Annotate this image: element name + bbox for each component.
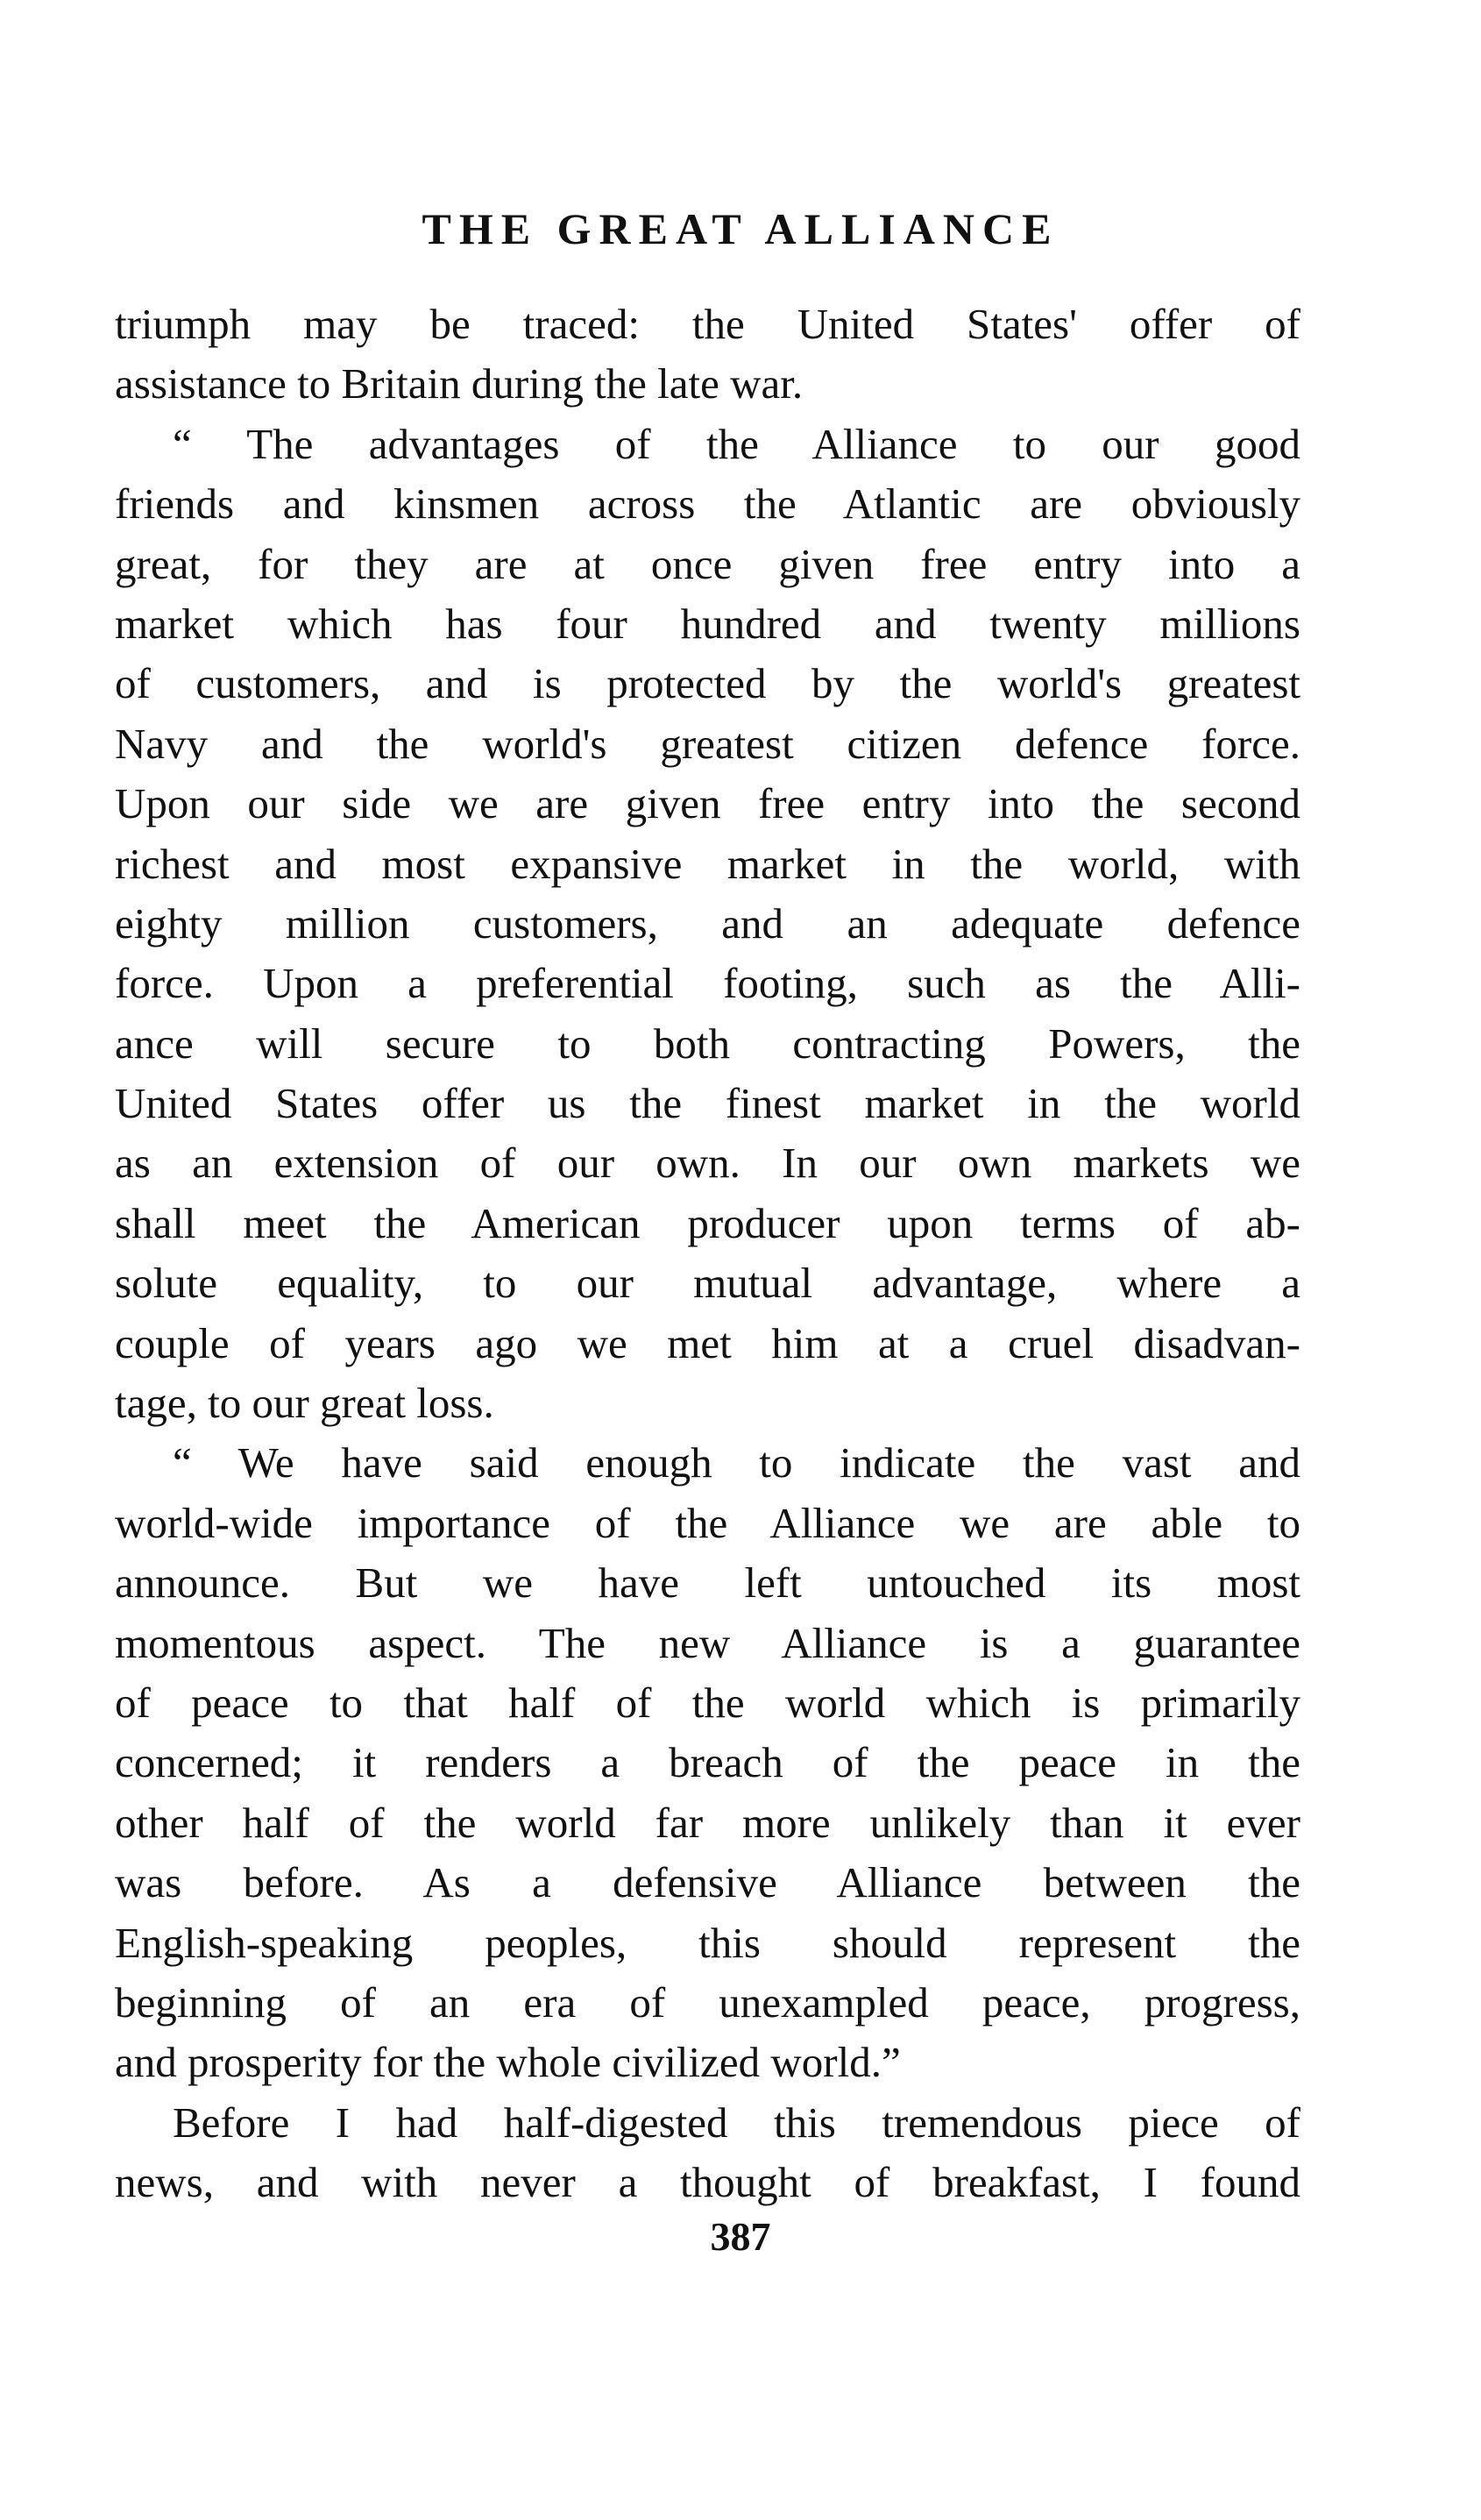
text-line: tage, to our great loss. bbox=[115, 1379, 494, 1428]
text-line: triumph may be traced: the United States' offer of bbox=[115, 300, 1300, 348]
text-line: Before I had half-digested this tremendous piece of bbox=[173, 2098, 1300, 2147]
running-header: THE GREAT ALLIANCE bbox=[422, 204, 1059, 253]
text-line: force. Upon a preferential footing, such as the Alli- bbox=[115, 959, 1300, 1008]
text-line: United States offer us the finest market in the world bbox=[115, 1079, 1300, 1128]
text-line: English-speaking peoples, this should represent the bbox=[115, 1918, 1300, 1967]
text-line: Upon our side we are given free entry into the second bbox=[115, 779, 1300, 828]
text-line: Navy and the world's greatest citizen defence force. bbox=[115, 719, 1300, 768]
text-line: market which has four hundred and twenty millions bbox=[115, 599, 1300, 648]
text-line: momentous aspect. The new Alliance is a guarantee bbox=[115, 1618, 1300, 1667]
text-line: ance will secure to both contracting Powers, the bbox=[115, 1019, 1300, 1068]
text-line: eighty million customers, and an adequate defence bbox=[115, 898, 1300, 948]
text-line: of peace to that half of the world which is primarily bbox=[115, 1678, 1300, 1727]
text-line: news, and with never a thought of breakfast, I found bbox=[115, 2158, 1300, 2207]
text-line: shall meet the American producer upon terms of ab- bbox=[115, 1198, 1300, 1247]
text-line: beginning of an era of unexampled peace, progress, bbox=[115, 1977, 1300, 2027]
text-line: world-wide importance of the Alliance we are able to bbox=[115, 1498, 1300, 1547]
text-line: couple of years ago we met him at a cruel disadvan- bbox=[115, 1318, 1300, 1367]
text-line: as an extension of our own. In our own markets we bbox=[115, 1139, 1300, 1188]
text-line: “ We have said enough to indicate the vast and bbox=[173, 1438, 1300, 1487]
text-line: solute equality, to our mutual advantage, where a bbox=[115, 1259, 1300, 1308]
text-line: other half of the world far more unlikely than it ever bbox=[115, 1798, 1300, 1847]
text-line: friends and kinsmen across the Atlantic are obviously bbox=[115, 479, 1300, 529]
text-line: concerned; it renders a breach of the peace in the bbox=[115, 1738, 1300, 1787]
text-line: “ The advantages of the Alliance to our good bbox=[173, 419, 1300, 468]
text-line: was before. As a defensive Alliance between the bbox=[115, 1858, 1300, 1907]
text-line: announce. But we have left untouched its most bbox=[115, 1558, 1300, 1608]
text-line: assistance to Britain during the late war. bbox=[115, 359, 804, 408]
text-line: and prosperity for the whole civilized world.” bbox=[115, 2038, 901, 2087]
text-line: great, for they are at once given free entry into a bbox=[115, 539, 1300, 588]
page-number: 387 bbox=[710, 2214, 771, 2259]
text-line: richest and most expansive market in the world, with bbox=[115, 839, 1300, 888]
text-line: of customers, and is protected by the world's greatest bbox=[115, 659, 1300, 708]
body-text bbox=[115, 295, 1300, 2213]
